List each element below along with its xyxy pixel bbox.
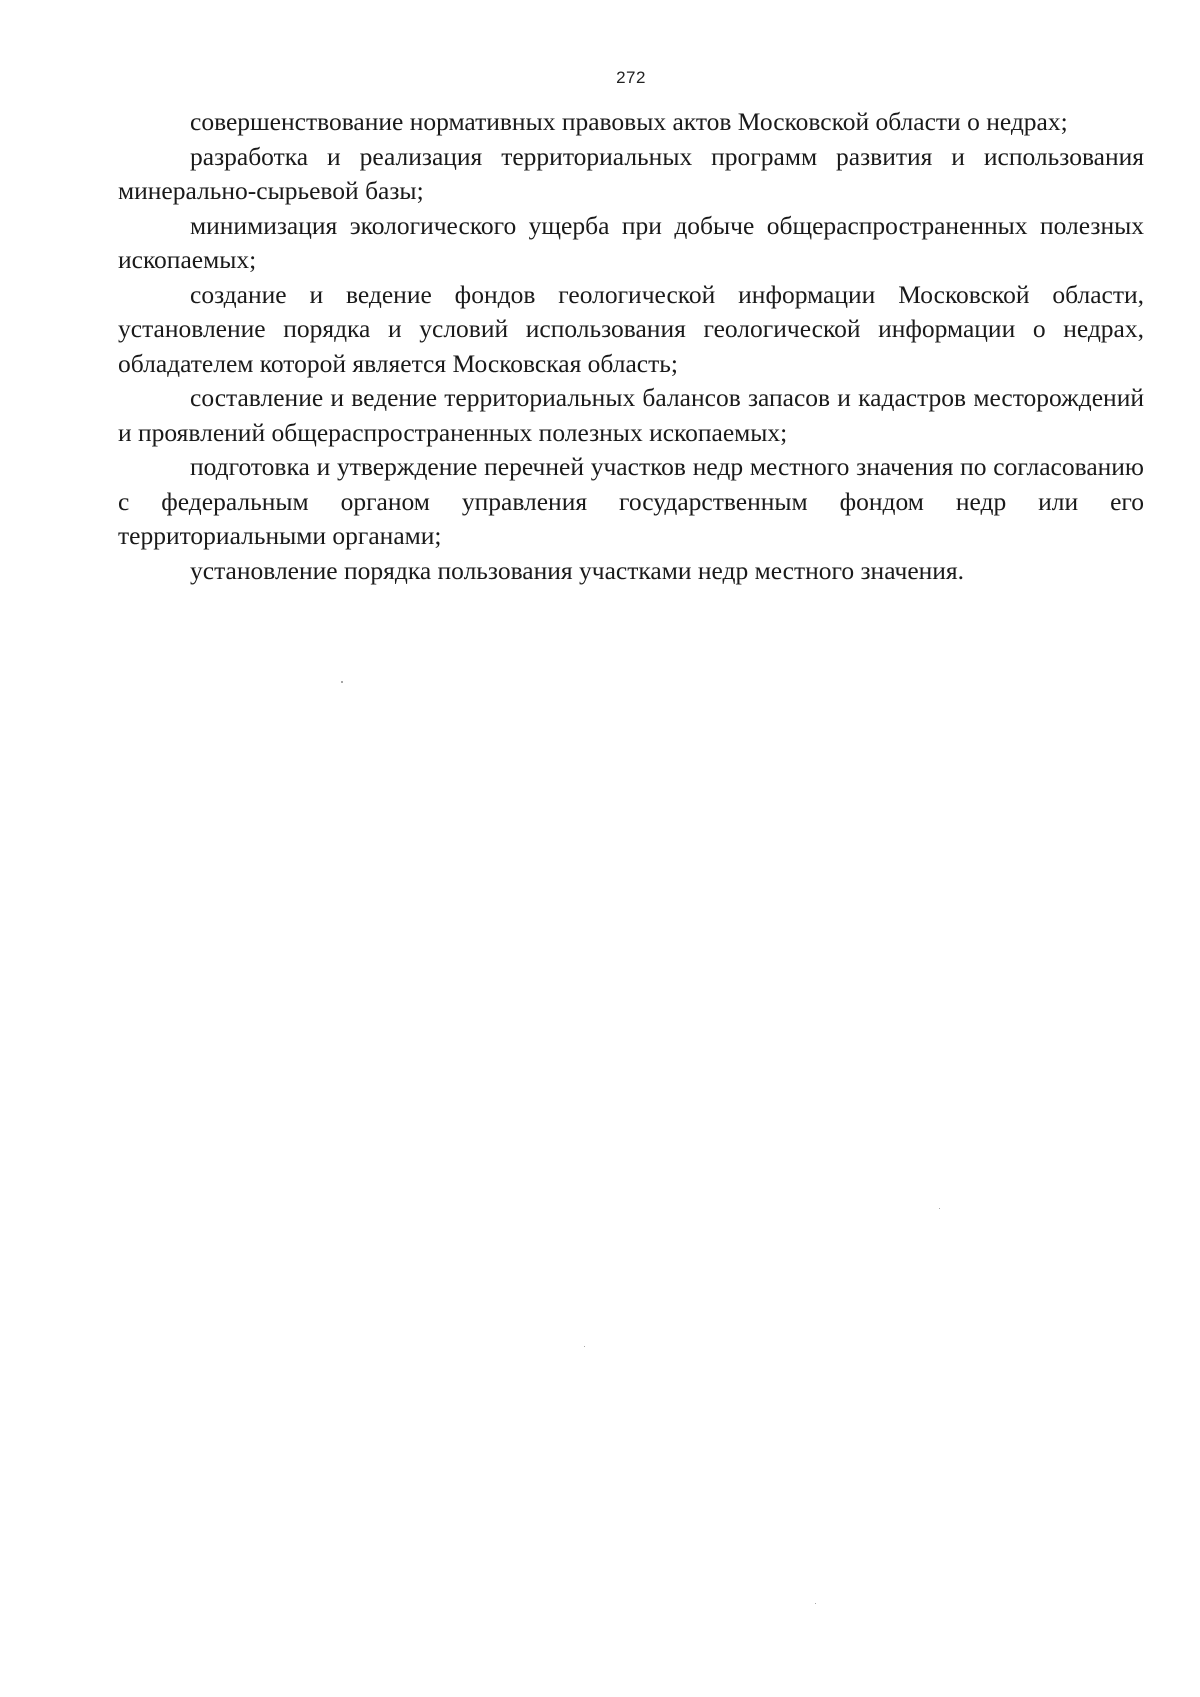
scan-speck	[341, 681, 343, 683]
scan-speck	[584, 1346, 585, 1347]
paragraph-subsoil-regulations: совершенствование нормативных правовых актов Московской области о недрах;	[190, 107, 1068, 136]
paragraph-territorial-balances: составление и ведение территориальных балансов запасов и кадастров месторождений и проявлений общераспространенных полезных ископаемых;	[118, 383, 1144, 447]
paragraph-mineral-base-programs: разработка и реализация территориальных программ развития и использования минерально-сырьевой базы;	[118, 141, 1144, 205]
scan-speck	[815, 1603, 816, 1604]
paragraph-subsoil-plots-usage: установление порядка пользования участками недр местного значения.	[190, 555, 965, 585]
scan-speck	[939, 1208, 940, 1209]
paragraph-subsoil-plots-lists: подготовка и утверждение перечней участков недр местного значения по согласованию с федеральным органом управления государственным фондом недр или его территориальными органами;	[118, 452, 1144, 550]
document-body	[118, 105, 1144, 588]
page-number: 272	[616, 68, 646, 87]
paragraph-environmental-damage: минимизация экологического ущерба при добыче общераспространенных полезных ископаемых;	[118, 210, 1144, 274]
paragraph-geological-information: создание и ведение фондов геологической информации Московской области, установление порядка и условий использования геологической информации о недрах, обладателем которой является Московская область;	[118, 279, 1144, 378]
